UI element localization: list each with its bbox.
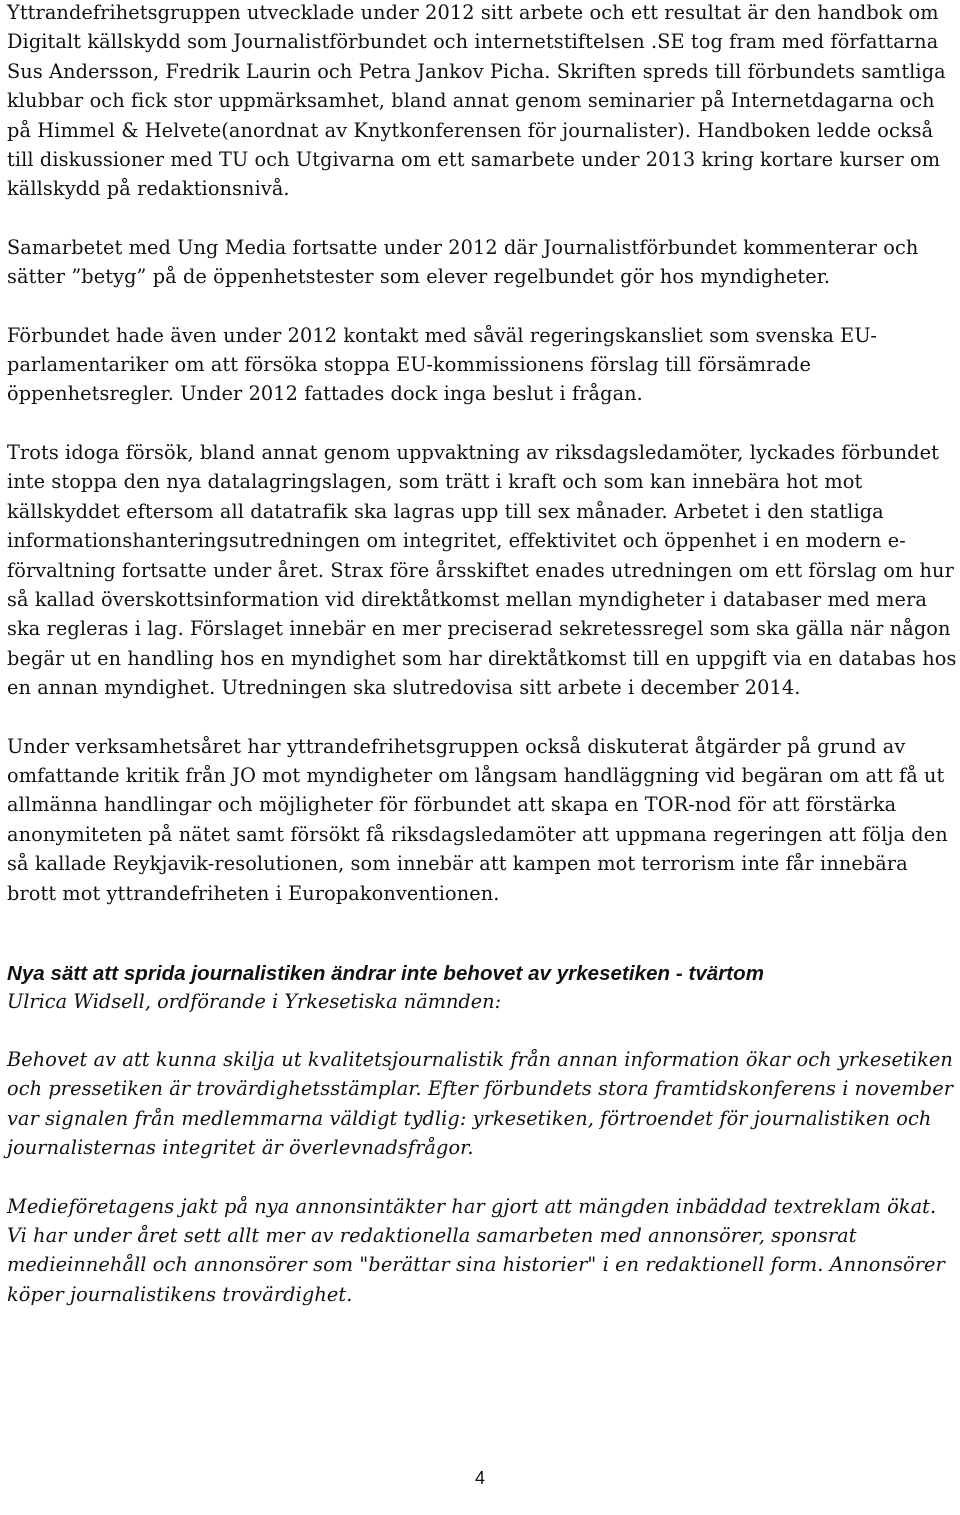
section-paragraph-2: Medieföretagens jakt på nya annonsintäkter har gjort att mängden inbäddad textreklam ökat. Vi har under året sett allt mer av redaktionella samarbeten med annonsörer, sponsrat medieinnehåll och annonsörer som "berättar sina historier" i en redaktionell form. Annonsörer köper journalistikens trovärdighet. (7, 1194, 945, 1306)
body-paragraph-3: Förbundet hade även under 2012 kontakt med såväl regeringskansliet som svenska EU-parlamentariker om att försöka stoppa EU-kommissionens förslag till försämrade öppenhetsregler. Under 2012 fattades dock inga beslut i frågan. (7, 323, 877, 406)
section-byline: Ulrica Widsell, ordförande i Yrkesetiska nämnden: (7, 989, 502, 1013)
document-page (7, 0, 957, 1309)
body-paragraph-2: Samarbetet med Ung Media fortsatte under 2012 där Journalistförbundet kommenterar och sätter ”betyg” på de öppenhetstester som elever regelbundet gör hos myndigheter. (7, 235, 919, 289)
body-paragraph-5: Under verksamhetsåret har yttrandefrihetsgruppen också diskuterat åtgärder på grund av omfattande kritik från JO mot myndigheter om långsam handläggning vid begäran om att få ut allmänna handlingar och möjligheter för förbundet att skapa en TOR-nod för att förstärka anonymiteten på nätet samt försökt få riksdagsledamöter att uppmana regeringen att följa den så kallade Reykjavik-resolutionen, som innebär att kampen mot terrorism inte får innebära brott mot yttrandefriheten i Europakonventionen. (7, 734, 948, 905)
section-paragraph-1: Behovet av att kunna skilja ut kvalitetsjournalistik från annan information ökar och yrkesetiken och pressetiken är trovärdighetsstämplar. Efter förbundets stora framtidskonferens i november var signalen från medlemmarna väldigt tydlig: yrkesetiken, förtroendet för journalistiken och journalisternas integritet är överlevnadsfrågor. (7, 1047, 954, 1160)
body-paragraph-1: Yttrandefrihetsgruppen utvecklade under 2012 sitt arbete och ett resultat är den handbok om Digitalt källskydd som Journalistförbundet och internetstiftelsen .SE tog fram med författarna Sus Andersson, Fredrik Laurin och Petra Jankov Picha. Skriften spreds till förbundets samtliga klubbar och fick stor uppmärksamhet, bland annat genom seminarier på Internetdagarna och på Himmel & Helvete(anordnat av Knytkonferensen för journalister). Handboken ledde också till diskussioner med TU och Utgivarna om ett samarbete under 2013 kring kortare kurser om källskydd på redaktionsnivå. (7, 1, 946, 201)
section-heading: Nya sätt att sprida journalistiken ändrar inte behovet av yrkesetiken - tvärtom (7, 961, 765, 985)
body-paragraph-4: Trots idoga försök, bland annat genom uppvaktning av riksdagsledamöter, lyckades förbundet inte stoppa den nya datalagringslagen, som trätt i kraft och som kan innebära hot mot källskyddet eftersom all datatrafik ska lagras upp till sex månader. Arbetet i den statliga informationshanteringsutredningen om integritet, effektivitet och öppenhet i en modern e-förvaltning fortsatte under året. Strax före årsskiftet enades utredningen om ett förslag om hur så kallad överskottsinformation vid direktåtkomst mellan myndigheter i databaser med mera ska regleras i lag. Förslaget innebär en mer preciserad sekretessregel som ska gälla när någon begär ut en handling hos en myndighet som har direktåtkomst till en uppgift via en databas hos en annan myndighet. Utredningen ska slutredovisa sitt arbete i december 2014. (7, 440, 957, 700)
page-number: 4 (474, 1468, 485, 1488)
